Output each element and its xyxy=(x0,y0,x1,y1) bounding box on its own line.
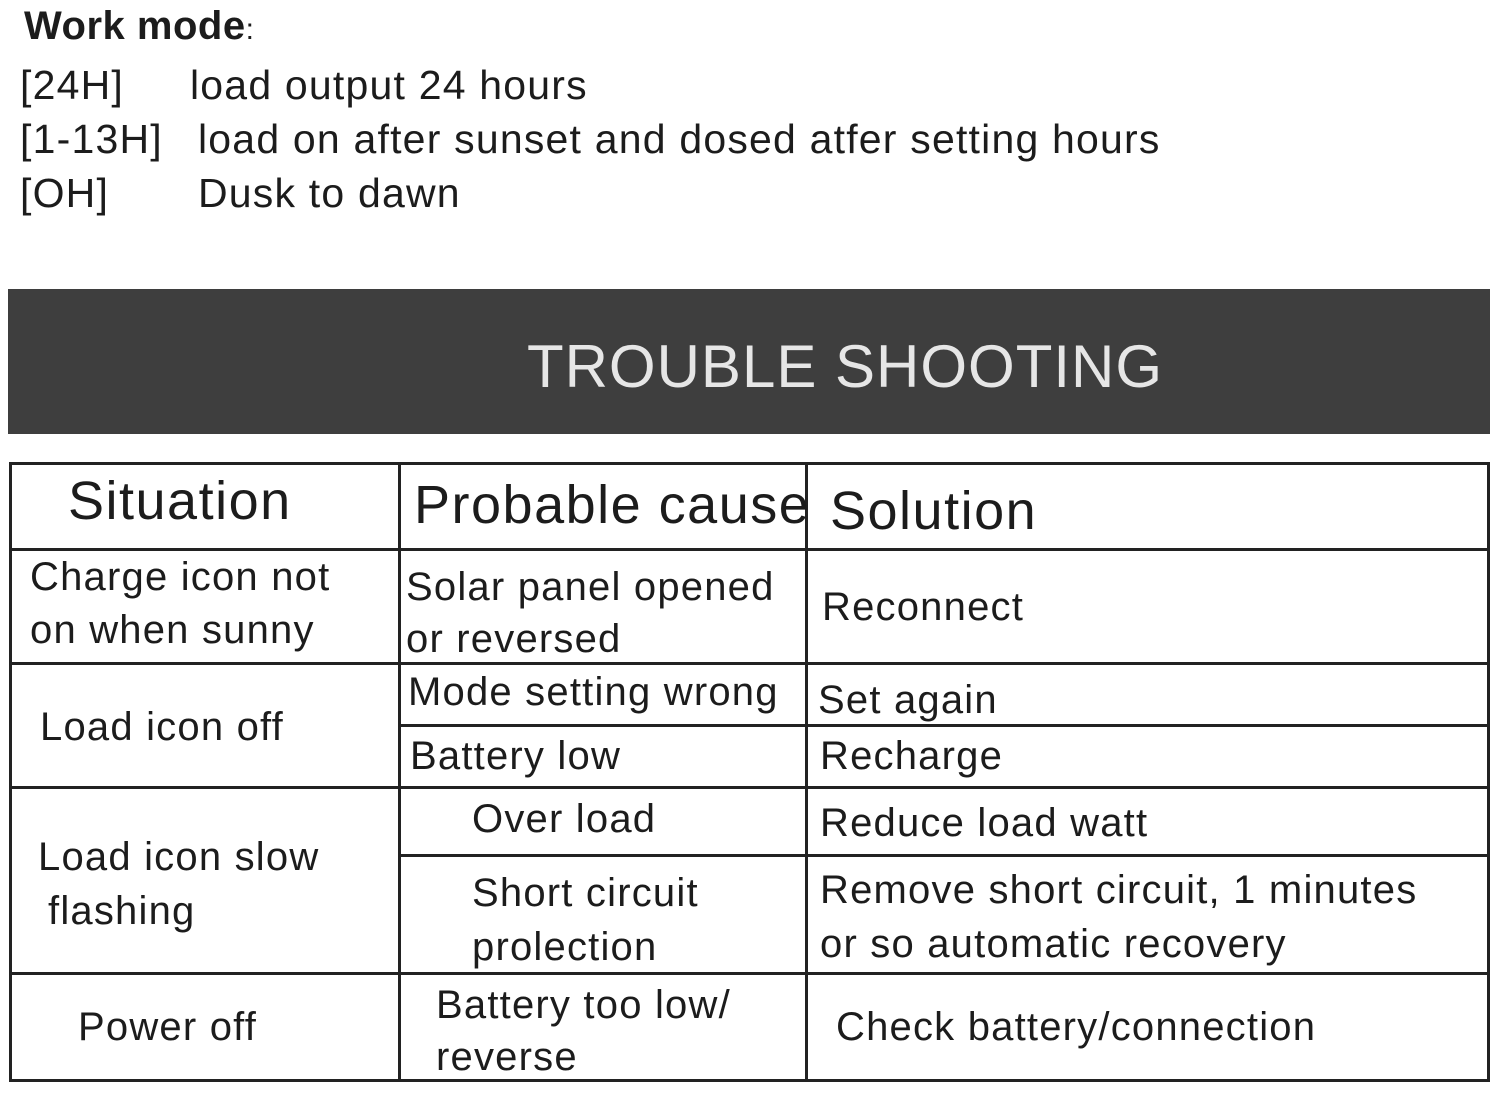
situation-charge-line2: on when sunny xyxy=(30,608,315,652)
cause-charge-line2: or reversed xyxy=(406,617,622,661)
column-divider xyxy=(805,465,808,1079)
header-situation: Situation xyxy=(68,471,292,531)
solution-recharge: Recharge xyxy=(820,734,1004,778)
row-divider xyxy=(398,854,1487,857)
cause-short-circuit-line2: prolection xyxy=(472,925,658,969)
row-divider xyxy=(12,972,1487,975)
work-mode-title xyxy=(24,4,254,49)
header-probable-cause: Probable cause xyxy=(414,475,811,535)
row-divider xyxy=(12,662,1487,665)
column-divider xyxy=(398,465,401,1079)
work-mode-colon: : xyxy=(245,13,255,46)
cause-mode-setting: Mode setting wrong xyxy=(408,670,779,714)
solution-set-again: Set again xyxy=(818,678,998,722)
mode-code: [1-13H] xyxy=(20,116,163,162)
cause-short-circuit-line1: Short circuit xyxy=(472,871,699,915)
header-solution: Solution xyxy=(830,481,1038,541)
work-mode-title-text: Work mode xyxy=(24,4,246,48)
banner-title: TROUBLE SHOOTING xyxy=(526,333,1164,400)
solution-reduce-load: Reduce load watt xyxy=(820,801,1149,845)
cause-battery-too-low-line2: reverse xyxy=(436,1035,578,1079)
situation-load-off: Load icon off xyxy=(40,705,284,749)
mode-line-1-13h xyxy=(20,116,1161,163)
solution-check-battery: Check battery/connection xyxy=(836,1005,1317,1049)
solution-short-circuit-line1: Remove short circuit, 1 minutes xyxy=(820,868,1418,912)
situation-charge-line1: Charge icon not xyxy=(30,555,331,599)
situation-slow-flash-line1: Load icon slow xyxy=(38,835,320,879)
solution-short-circuit-line2: or so automatic recovery xyxy=(820,922,1287,966)
mode-code: [24H] xyxy=(20,62,124,108)
mode-description: Dusk to dawn xyxy=(198,170,461,216)
mode-line-oh xyxy=(20,170,461,217)
cause-over-load: Over load xyxy=(472,797,657,841)
mode-code: [OH] xyxy=(20,170,110,216)
row-divider xyxy=(12,786,1487,789)
situation-power-off: Power off xyxy=(78,1005,258,1049)
mode-description: load on after sunset and dosed atfer setting hours xyxy=(198,116,1161,162)
cause-battery-too-low-line1: Battery too low/ xyxy=(436,983,731,1027)
troubleshooting-table xyxy=(9,462,1490,1082)
mode-line-24h xyxy=(20,62,588,109)
situation-slow-flash-line2: flashing xyxy=(48,889,196,933)
cause-battery-low: Battery low xyxy=(410,734,622,778)
solution-charge: Reconnect xyxy=(822,585,1025,629)
cause-charge-line1: Solar panel opened xyxy=(406,565,775,609)
mode-description: load output 24 hours xyxy=(190,62,588,108)
